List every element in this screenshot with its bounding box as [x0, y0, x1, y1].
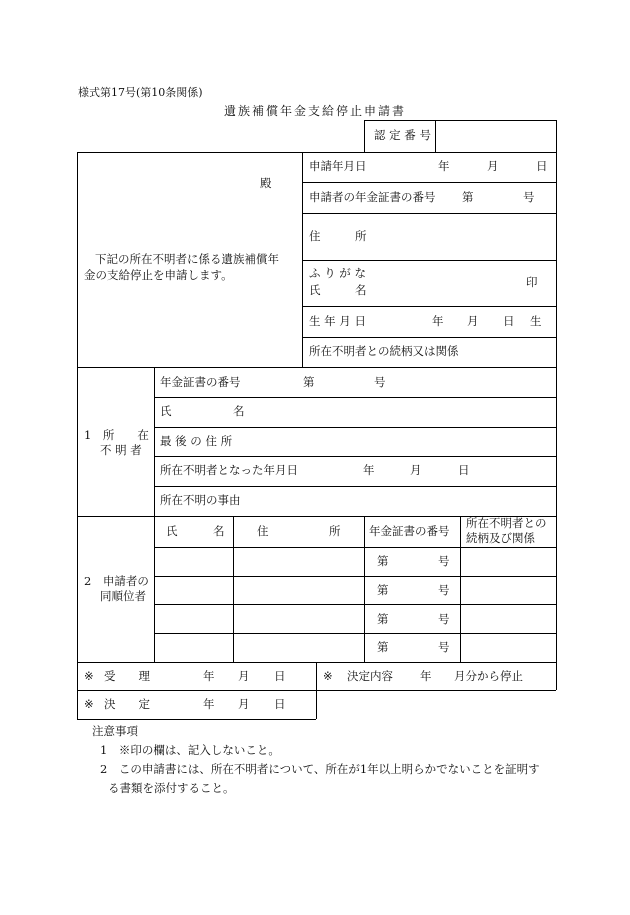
decision-content-year: 年 — [420, 669, 432, 683]
col-address-b: 所 — [329, 524, 341, 538]
decision-day: 日 — [274, 697, 286, 711]
birth-month-unit: 月 — [467, 314, 479, 328]
certification-label: 認 定 番 号 — [374, 128, 431, 142]
receipt-label: 受 理 — [104, 669, 150, 683]
form-title: 遺族補償年金支給停止申請書 — [224, 104, 407, 118]
receipt-mark: ※ — [84, 669, 94, 683]
cert-dai: 第 — [462, 190, 474, 204]
decision-year: 年 — [203, 697, 215, 711]
missing-date-day: 日 — [458, 463, 470, 477]
row-dai: 第 — [377, 583, 389, 597]
applicant-cert-label: 申請者の年金証書の番号 — [309, 190, 436, 204]
decision-month: 月 — [238, 697, 250, 711]
missing-cert-go: 号 — [374, 375, 386, 389]
row-dai: 第 — [377, 554, 389, 568]
row-go: 号 — [438, 583, 450, 597]
name-label-b: 名 — [355, 283, 367, 297]
note-item-2-line1: 2 この申請書には、所在不明者について、所在が1年以上明らかでないことを証明す — [100, 762, 540, 776]
missing-cert-dai: 第 — [303, 375, 315, 389]
missing-last-address-label: 最 後 の 住 所 — [160, 434, 233, 448]
row-dai: 第 — [377, 640, 389, 654]
missing-date-label: 所在不明者となった年月日 — [160, 463, 298, 477]
row-go: 号 — [438, 554, 450, 568]
form-number: 様式第17号(第10条関係) — [78, 86, 203, 99]
relation-label: 所在不明者との続柄又は関係 — [309, 344, 459, 358]
cert-go: 号 — [523, 190, 535, 204]
col-name-a: 氏 — [166, 524, 178, 538]
furigana-label: ふ り が な — [309, 266, 366, 280]
decision-label: 決 定 — [104, 697, 150, 711]
successors-section-label-2: 同順位者 — [100, 589, 146, 603]
row-go: 号 — [438, 612, 450, 626]
note-item-2-line2: る書類を添付すること。 — [108, 781, 235, 795]
date-month-unit: 月 — [487, 159, 499, 173]
seal-mark: 印 — [526, 275, 538, 289]
col-cert: 年金証書の番号 — [369, 524, 450, 538]
col-name-b: 名 — [213, 524, 225, 538]
missing-date-year: 年 — [363, 463, 375, 477]
missing-name-label-a: 氏 — [160, 404, 172, 418]
row-go: 号 — [438, 640, 450, 654]
notes-heading: 注意事項 — [92, 724, 138, 738]
address-label-b: 所 — [355, 229, 367, 243]
date-day-unit: 日 — [536, 159, 548, 173]
birth-year-unit: 年 — [432, 314, 444, 328]
missing-section-label-2: 不 明 者 — [100, 443, 142, 457]
application-date-label: 申請年月日 — [309, 159, 367, 173]
birth-day-unit: 日 — [503, 314, 515, 328]
birth-sei: 生 — [530, 314, 542, 328]
statement-line2: 金の支給停止を申請します。 — [84, 268, 233, 282]
birth-label: 生 年 月 日 — [309, 314, 366, 328]
decision-content-mark: ※ — [323, 669, 333, 683]
address-label-a: 住 — [309, 229, 321, 243]
statement-line1: 下記の所在不明者に係る遺族補償年 — [95, 252, 279, 266]
successors-section-label-1: 2 申請者の — [84, 574, 149, 588]
name-label-a: 氏 — [309, 283, 321, 297]
missing-reason-label: 所在不明の事由 — [160, 493, 241, 507]
decision-mark: ※ — [84, 697, 94, 711]
receipt-year: 年 — [203, 669, 215, 683]
date-year-unit: 年 — [438, 159, 450, 173]
decision-content-stop: 月分から停止 — [454, 669, 523, 683]
decision-content-label: 決定内容 — [347, 669, 393, 683]
col-relation-line1: 所在不明者との — [466, 516, 547, 530]
addressee-suffix: 殿 — [260, 176, 272, 190]
col-relation-line2: 続柄及び関係 — [466, 531, 535, 545]
certification-field[interactable] — [442, 130, 550, 146]
receipt-month: 月 — [238, 669, 250, 683]
missing-date-month: 月 — [410, 463, 422, 477]
note-item-1: 1 ※印の欄は、記入しないこと。 — [100, 743, 280, 757]
row-dai: 第 — [377, 612, 389, 626]
missing-section-label-1: 1 所 在 — [84, 428, 149, 442]
missing-cert-label: 年金証書の番号 — [160, 375, 241, 389]
missing-name-label-b: 名 — [233, 404, 245, 418]
col-address-a: 住 — [257, 524, 269, 538]
receipt-day: 日 — [274, 669, 286, 683]
